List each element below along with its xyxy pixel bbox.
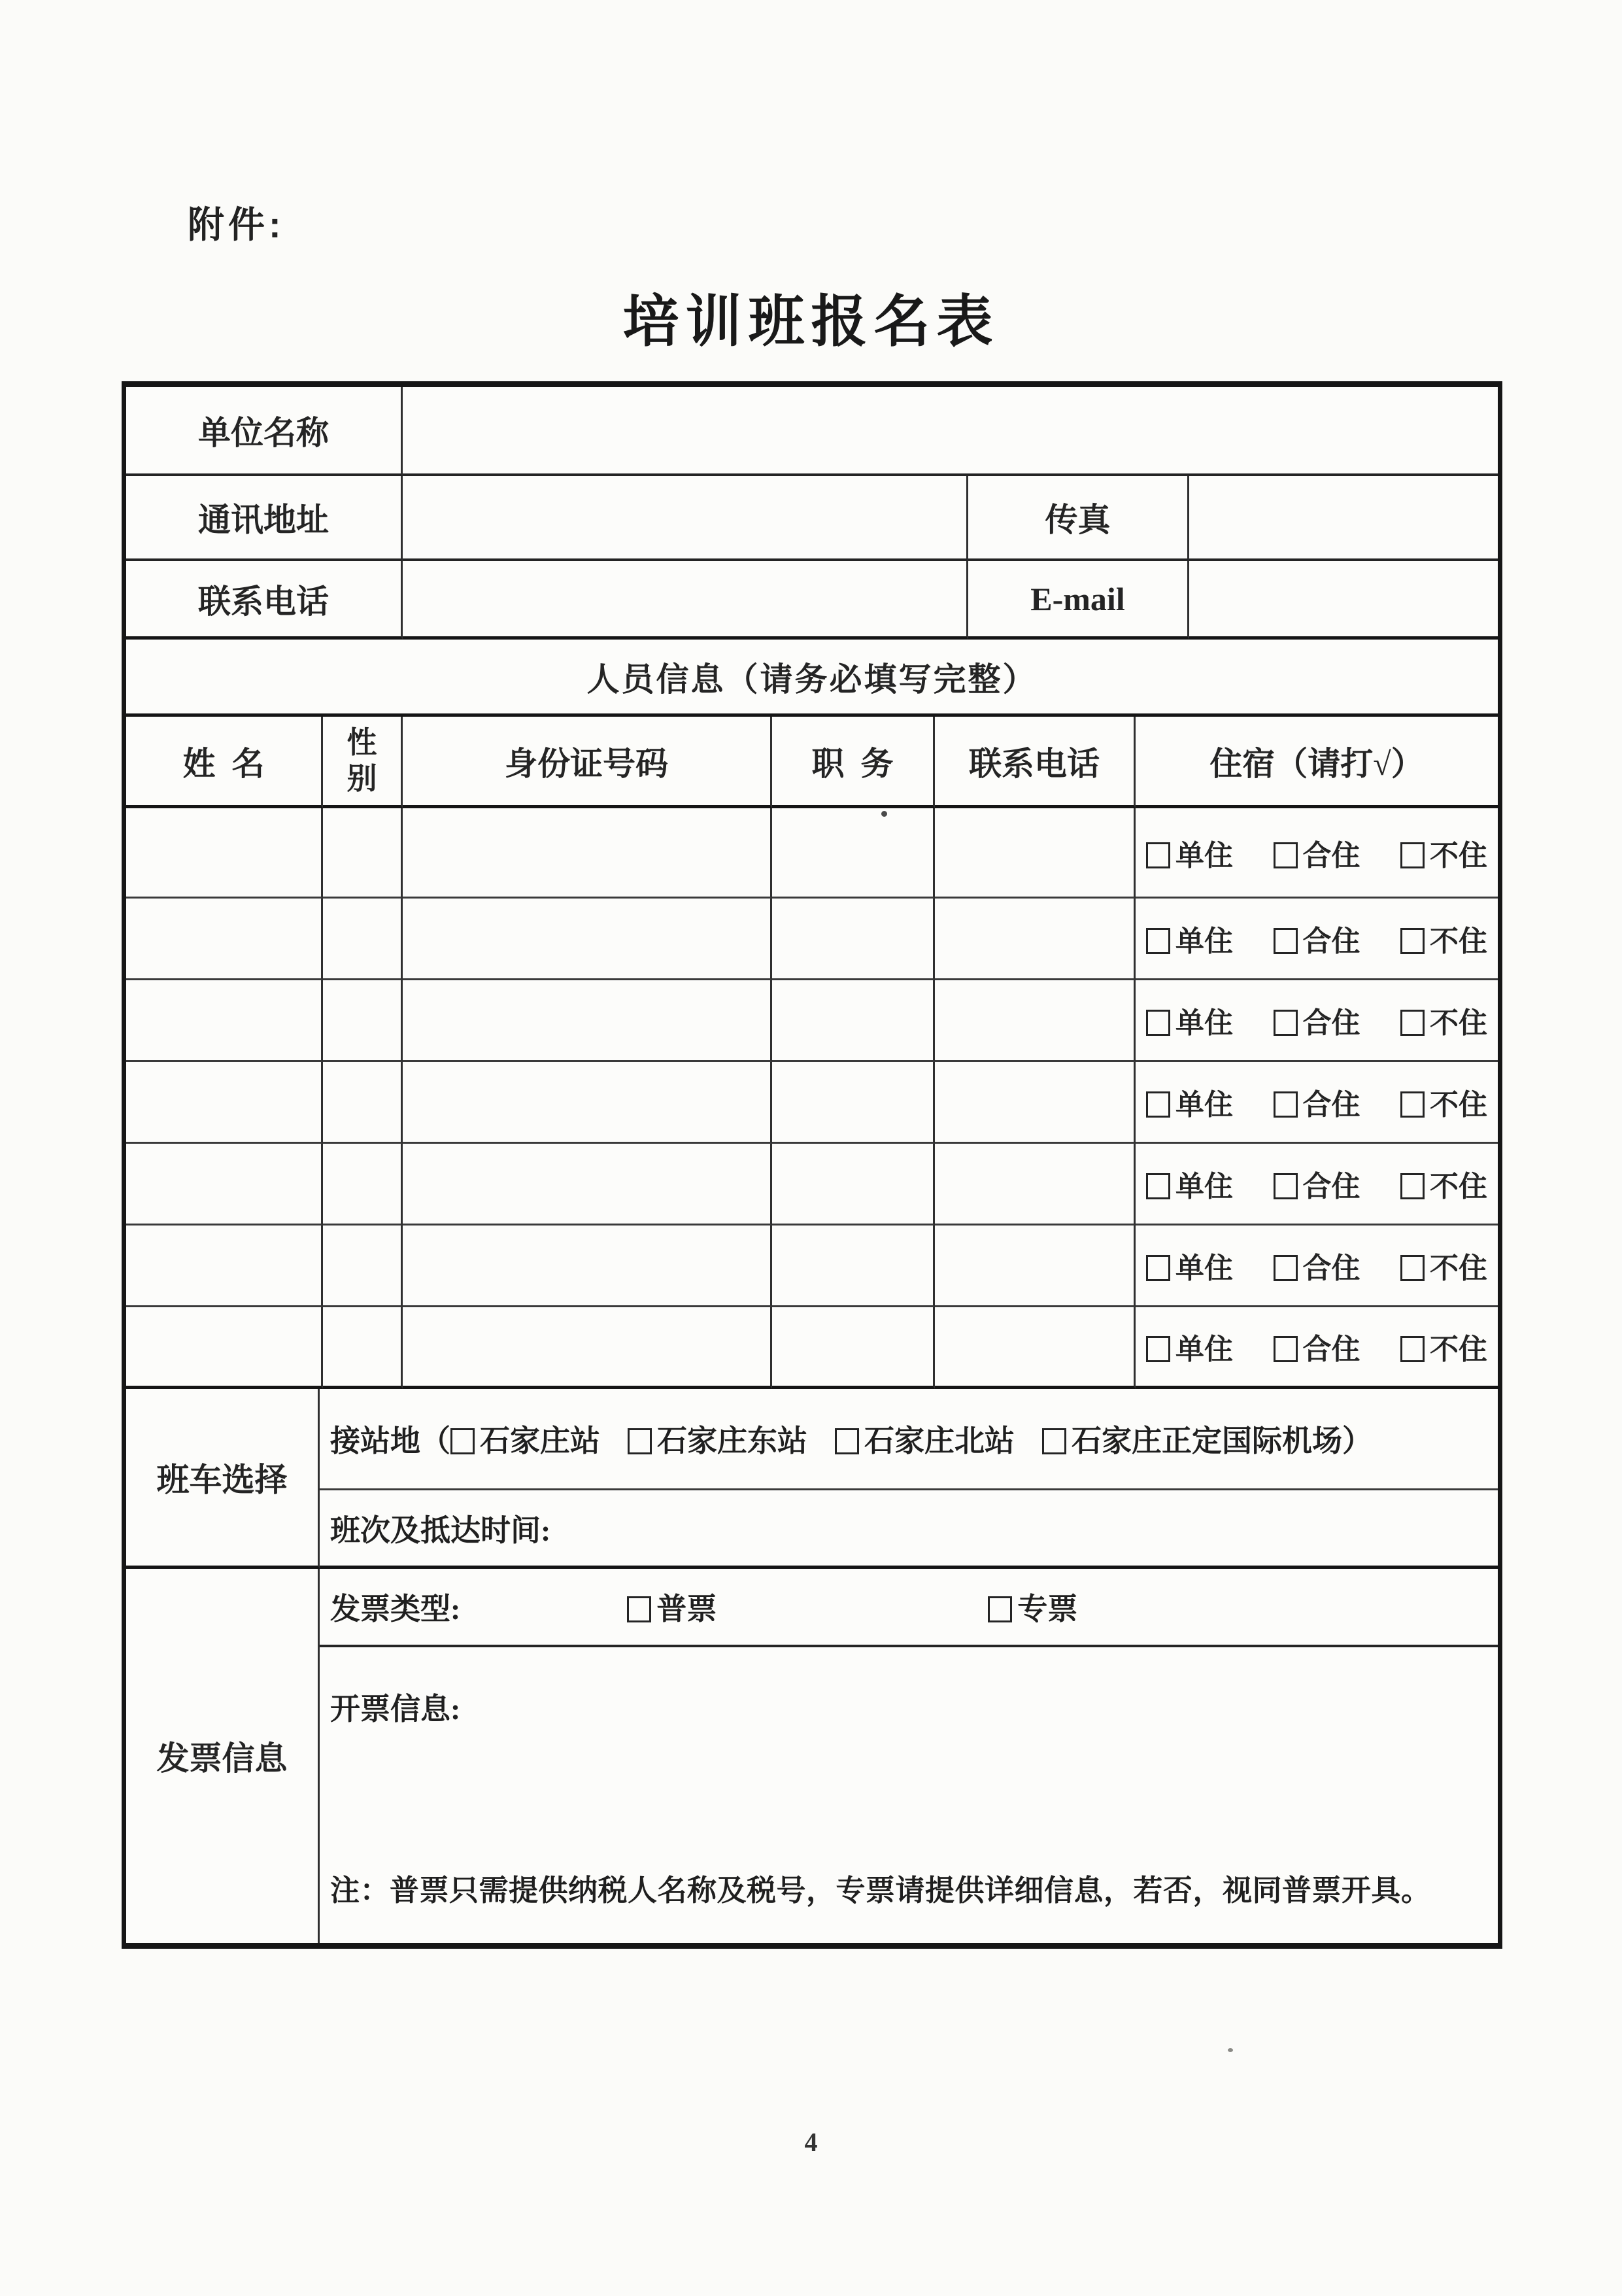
empty-checkbox-icon (1042, 1428, 1066, 1454)
lodging-option-shared: 合住 (1274, 917, 1360, 959)
billing-info-label: 开票信息: (330, 1692, 461, 1726)
empty-checkbox-icon (988, 1596, 1012, 1622)
empty-checkbox-icon (1400, 1255, 1425, 1281)
col-header-phone: 联系电话 (935, 717, 1136, 808)
fax-label: 传真 (968, 476, 1189, 561)
gender-cell (323, 1144, 403, 1225)
address-value (403, 476, 968, 561)
lodging-option-single: 单住 (1146, 1081, 1233, 1123)
email-value (1189, 561, 1498, 640)
company-name-value (403, 387, 1498, 476)
lodging-option-none: 不住 (1400, 1081, 1487, 1123)
col-header-position: 职 务 (772, 717, 935, 808)
lodging-option-shared: 合住 (1274, 1244, 1360, 1286)
phone-cell (935, 1307, 1136, 1389)
fax-value (1189, 476, 1498, 561)
gender-cell (323, 1062, 403, 1144)
empty-checkbox-icon (1274, 1336, 1298, 1362)
name-cell (126, 1062, 323, 1144)
lodging-option-none: 不住 (1400, 1326, 1487, 1367)
empty-checkbox-icon (1274, 842, 1298, 868)
empty-checkbox-icon (1146, 1173, 1170, 1199)
email-label: E-mail (968, 561, 1189, 640)
lodging-option-none: 不住 (1400, 917, 1487, 959)
shuttle-section (126, 1389, 1498, 1569)
schedule-label: 班次及抵达时间: (330, 1513, 551, 1547)
id-number-cell (403, 808, 772, 899)
empty-checkbox-icon (1146, 1255, 1170, 1281)
id-number-cell (403, 980, 772, 1062)
lodging-option-single: 单住 (1146, 1163, 1233, 1205)
invoice-section (126, 1569, 1498, 1943)
empty-checkbox-icon (628, 1428, 652, 1454)
person-row (126, 1062, 1498, 1144)
invoice-note: 注：普票只需提供纳税人名称及税号，专票请提供详细信息，若否，视同普票开具。 (330, 1874, 1431, 1907)
name-cell (126, 1307, 323, 1389)
position-cell (772, 1144, 935, 1225)
phone-cell (935, 808, 1136, 899)
lodging-option-shared: 合住 (1274, 1326, 1360, 1367)
person-row (126, 1225, 1498, 1307)
position-cell (772, 1225, 935, 1307)
lodging-option-shared: 合住 (1274, 999, 1360, 1041)
empty-checkbox-icon (1146, 842, 1170, 868)
lodging-options-cell (1136, 808, 1498, 899)
pickup-station-row (320, 1389, 1498, 1490)
phone-cell (935, 1225, 1136, 1307)
empty-checkbox-icon (1400, 928, 1425, 954)
address-label: 通讯地址 (126, 476, 403, 561)
row-address-fax (126, 476, 1498, 561)
station-option-2: 石家庄东站 (628, 1424, 807, 1458)
name-cell (126, 808, 323, 899)
position-cell (772, 1307, 935, 1389)
billing-info-cell (320, 1647, 1498, 1943)
phone-cell (935, 1144, 1136, 1225)
phone-label: 联系电话 (126, 561, 403, 640)
attachment-label: 附件: (188, 204, 285, 245)
person-rows (126, 808, 1498, 1389)
name-cell (126, 980, 323, 1062)
empty-checkbox-icon (1400, 1173, 1425, 1199)
invoice-type-option-1: 普票 (627, 1592, 717, 1626)
lodging-option-none: 不住 (1400, 832, 1487, 874)
position-cell (772, 808, 935, 899)
id-number-cell (403, 1225, 772, 1307)
col-header-lodging: 住宿（请打√） (1136, 717, 1498, 808)
gender-cell (323, 1225, 403, 1307)
schedule-row (320, 1490, 1498, 1569)
empty-checkbox-icon (1400, 1010, 1425, 1036)
empty-checkbox-icon (1274, 1010, 1298, 1036)
name-cell (126, 899, 323, 980)
pickup-prefix: 接站地（ (330, 1424, 450, 1458)
lodging-options-cell (1136, 899, 1498, 980)
id-number-cell (403, 1307, 772, 1389)
person-row (126, 899, 1498, 980)
empty-checkbox-icon (1400, 1091, 1425, 1118)
lodging-options-cell (1136, 1307, 1498, 1389)
gender-cell (323, 980, 403, 1062)
name-cell (126, 1144, 323, 1225)
empty-checkbox-icon (1274, 1173, 1298, 1199)
lodging-option-single: 单住 (1146, 1326, 1233, 1367)
person-row (126, 1144, 1498, 1225)
invoice-label: 发票信息 (126, 1569, 320, 1943)
empty-checkbox-icon (1274, 1255, 1298, 1281)
personnel-section-title: 人员信息（请务必填写完整） (126, 640, 1498, 717)
lodging-option-shared: 合住 (1274, 832, 1360, 874)
position-cell (772, 1062, 935, 1144)
id-number-cell (403, 1062, 772, 1144)
empty-checkbox-icon (1400, 842, 1425, 868)
lodging-options-cell (1136, 980, 1498, 1062)
station-option-3: 石家庄北站 (835, 1424, 1015, 1458)
personnel-header-row (126, 717, 1498, 808)
lodging-options-cell (1136, 1062, 1498, 1144)
lodging-option-single: 单住 (1146, 917, 1233, 959)
lodging-option-none: 不住 (1400, 1163, 1487, 1205)
person-row (126, 980, 1498, 1062)
empty-checkbox-icon (1146, 1336, 1170, 1362)
station-option-4: 石家庄正定国际机场 (1042, 1424, 1342, 1458)
empty-checkbox-icon (1400, 1336, 1425, 1362)
lodging-option-shared: 合住 (1274, 1163, 1360, 1205)
page-number: 4 (804, 2127, 818, 2157)
lodging-option-single: 单住 (1146, 1244, 1233, 1286)
form-title: 培训班报名表 (622, 290, 1000, 353)
lodging-options-cell (1136, 1144, 1498, 1225)
invoice-type-row (320, 1569, 1498, 1647)
empty-checkbox-icon (1146, 1010, 1170, 1036)
empty-checkbox-icon (835, 1428, 859, 1454)
lodging-option-none: 不住 (1400, 999, 1487, 1041)
phone-cell (935, 1062, 1136, 1144)
position-cell (772, 899, 935, 980)
phone-value (403, 561, 968, 640)
pickup-suffix: ） (1342, 1424, 1372, 1458)
empty-checkbox-icon (450, 1428, 475, 1454)
empty-checkbox-icon (1146, 1091, 1170, 1118)
scan-speck (1228, 2048, 1233, 2052)
station-option-1: 石家庄站 (450, 1424, 600, 1458)
invoice-type-options (460, 1585, 1077, 1628)
person-row (126, 1307, 1498, 1389)
gender-cell (323, 808, 403, 899)
phone-cell (935, 980, 1136, 1062)
shuttle-label: 班车选择 (126, 1389, 320, 1569)
empty-checkbox-icon (1274, 928, 1298, 954)
registration-form-table (122, 381, 1502, 1949)
lodging-option-none: 不住 (1400, 1244, 1487, 1286)
empty-checkbox-icon (627, 1596, 651, 1622)
station-options (450, 1417, 1342, 1460)
lodging-options-cell (1136, 1225, 1498, 1307)
lodging-option-single: 单住 (1146, 999, 1233, 1041)
phone-cell (935, 899, 1136, 980)
col-header-name: 姓 名 (126, 717, 323, 808)
lodging-option-shared: 合住 (1274, 1081, 1360, 1123)
empty-checkbox-icon (1274, 1091, 1298, 1118)
name-cell (126, 1225, 323, 1307)
empty-checkbox-icon (1146, 928, 1170, 954)
invoice-type-label: 发票类型: (330, 1592, 461, 1626)
col-header-id-number: 身份证号码 (403, 717, 772, 808)
person-row (126, 808, 1498, 899)
position-cell (772, 980, 935, 1062)
id-number-cell (403, 899, 772, 980)
gender-cell (323, 899, 403, 980)
scan-speck (881, 811, 887, 817)
id-number-cell (403, 1144, 772, 1225)
gender-cell (323, 1307, 403, 1389)
row-company-name (126, 387, 1498, 476)
col-header-gender: 性别 (323, 717, 403, 808)
invoice-type-option-2: 专票 (988, 1592, 1077, 1626)
lodging-option-single: 单住 (1146, 832, 1233, 874)
company-name-label: 单位名称 (126, 387, 403, 476)
row-phone-email (126, 561, 1498, 640)
